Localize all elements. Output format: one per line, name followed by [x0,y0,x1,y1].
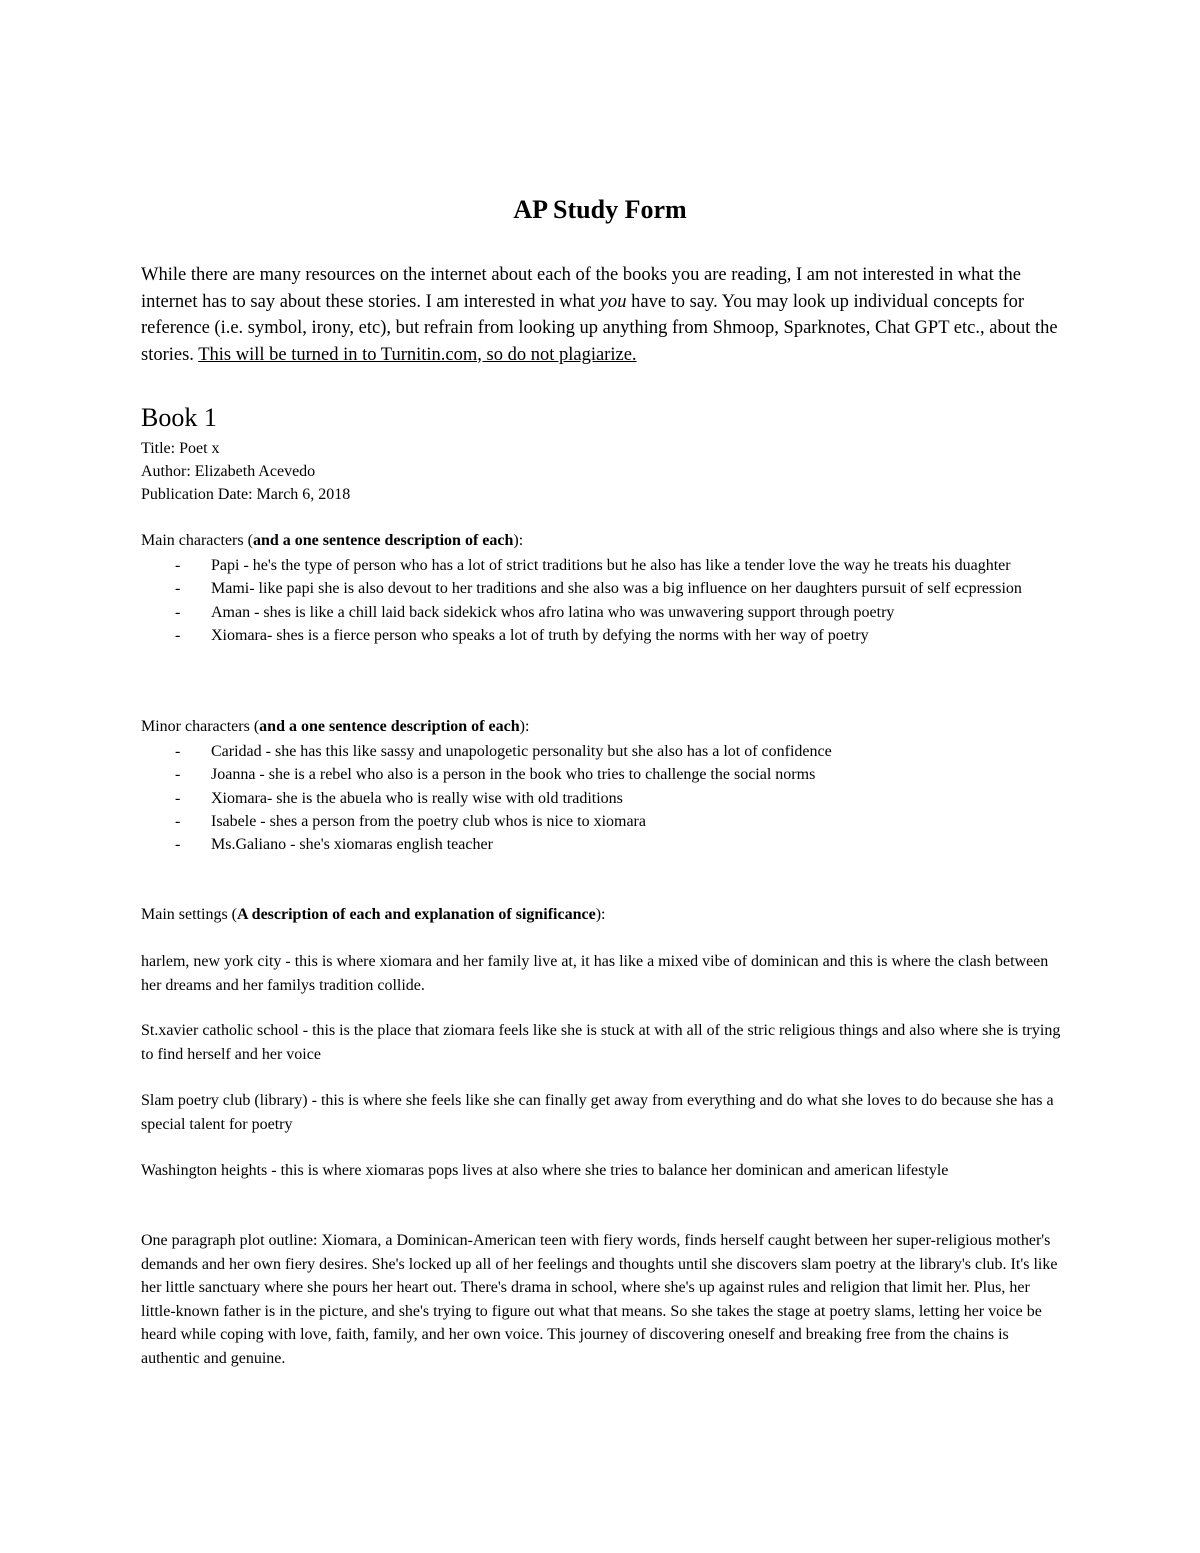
intro-emphasis: you [599,291,627,312]
bullet-dash: - [175,766,181,784]
minor-characters-list [141,740,1041,856]
list-item [141,763,1041,786]
minor-characters-label-bold: and a one sentence description of each [259,718,520,735]
list-item-text: Mami- like papi she is also devout to her traditions and she also was a big influence on her daughters pursuit of self ecpression [211,580,1022,598]
setting-paragraph-school: St.xavier catholic school - this is the place that ziomara feels like she is stuck at with all of the stric religious things and also where she is trying to find herself and her voice [141,1022,1061,1063]
bullet-dash: - [175,626,181,644]
list-item-text: Caridad - she has this like sassy and unapologetic personality but she also has a lot of confidence [211,743,832,760]
list-item [141,577,1041,600]
bullet-dash: - [175,789,181,807]
main-characters-list [141,554,1041,647]
minor-characters-label [141,716,529,738]
main-characters-label-bold: and a one sentence description of each [252,532,514,549]
bullet-dash: - [175,557,181,574]
bullet-dash: - [175,836,181,854]
main-characters-label-prefix: Main characters ( [141,532,253,549]
main-settings-label-prefix: Main settings ( [141,906,237,923]
minor-characters-label-prefix: Minor characters ( [141,718,260,735]
list-item [141,810,1041,833]
bullet-dash: - [175,743,181,760]
book-author-line: Author: Elizabeth Acevedo [141,463,316,480]
list-item-text: Papi - he's the type of person who has a lot of strict traditions but he also has like a tender love the way he treats his duaghter [211,557,1011,574]
list-item [141,740,1041,763]
list-item [141,833,1041,856]
list-item [141,787,1041,810]
list-item-text: Ms.Galiano - she's xiomaras english teacher [211,836,493,854]
minor-characters-label-suffix: ): [519,718,530,735]
main-settings-label [141,904,605,926]
plot-outline-paragraph: One paragraph plot outline: Xiomara, a Dominican-American teen with fiery words, finds herself caught between her super-religious mother's demands and her own fiery desires. She's locked up all of her feelings and thoughts until she discovers slam poetry at the library's club. It's like her little sanctuary where she pours her heart out. There's drama in school, where she's up against rules and religion that limit her. Plus, her little-known father is in the picture, and she's trying to figure out what that means. So she takes the stage at poetry slams, letting her voice be heard while coping with love, faith, family, and her own voice. This journey of discovering oneself and breaking free from the chains is authentic and genuine. [141,1232,1058,1367]
plagiarism-notice: This will be turned in to Turnitin.com, so do not plagiarize. [198,344,637,365]
list-item-text: Aman - shes is like a chill laid back sidekick whos afro latina who was unwavering support through poetry [211,603,895,621]
list-item [141,554,1041,577]
list-item-text: Isabele - shes a person from the poetry club whos is nice to xiomara [211,812,646,830]
list-item-text: Xiomara- shes is a fierce person who speaks a lot of truth by defying the norms with her way of poetry [211,626,869,644]
setting-paragraph-poetry-club: Slam poetry club (library) - this is where she feels like she can finally get away from everything and do what she loves to do because she has a special talent for poetry [141,1092,1054,1133]
list-item-text: Joanna - she is a rebel who also is a person in the book who tries to challenge the social norms [211,766,816,784]
book-heading: Book 1 [141,403,217,432]
page-title: AP Study Form [513,195,687,224]
bullet-dash: - [175,812,181,830]
book-title-line: Title: Poet x [141,440,220,457]
main-settings-label-suffix: ): [595,906,606,923]
intro-text-2: have to say. You may look up individual concepts for reference (i.e. symbol, irony, etc), but refrain from looking up anything from Shmoop, Sparknotes, Chat GPT etc., about the stories. [141,291,1058,365]
bullet-dash: - [175,580,181,598]
setting-paragraph-harlem: harlem, new york city - this is where xiomara and her family live at, it has like a mixed vibe of dominican and this is where the clash between her dreams and her familys tradition collide. [141,953,1049,994]
intro-text-1: While there are many resources on the internet about each of the books you are reading, I am not interested in what the internet has to say about these stories. I am interested in what [141,265,1021,312]
main-characters-label-suffix: ): [513,532,524,549]
setting-paragraph-washington-heights: Washington heights - this is where xiomaras pops lives at also where she tries to balance her dominican and american lifestyle [141,1162,949,1179]
intro-paragraph [141,262,1066,368]
book-date-line: Publication Date: March 6, 2018 [141,486,351,503]
main-characters-label [141,530,523,552]
list-item [141,601,1041,624]
main-settings-label-bold: A description of each and explanation of significance [237,906,596,923]
list-item-text: Xiomara- she is the abuela who is really wise with old traditions [211,789,623,807]
bullet-dash: - [175,603,181,621]
list-item [141,624,1041,647]
